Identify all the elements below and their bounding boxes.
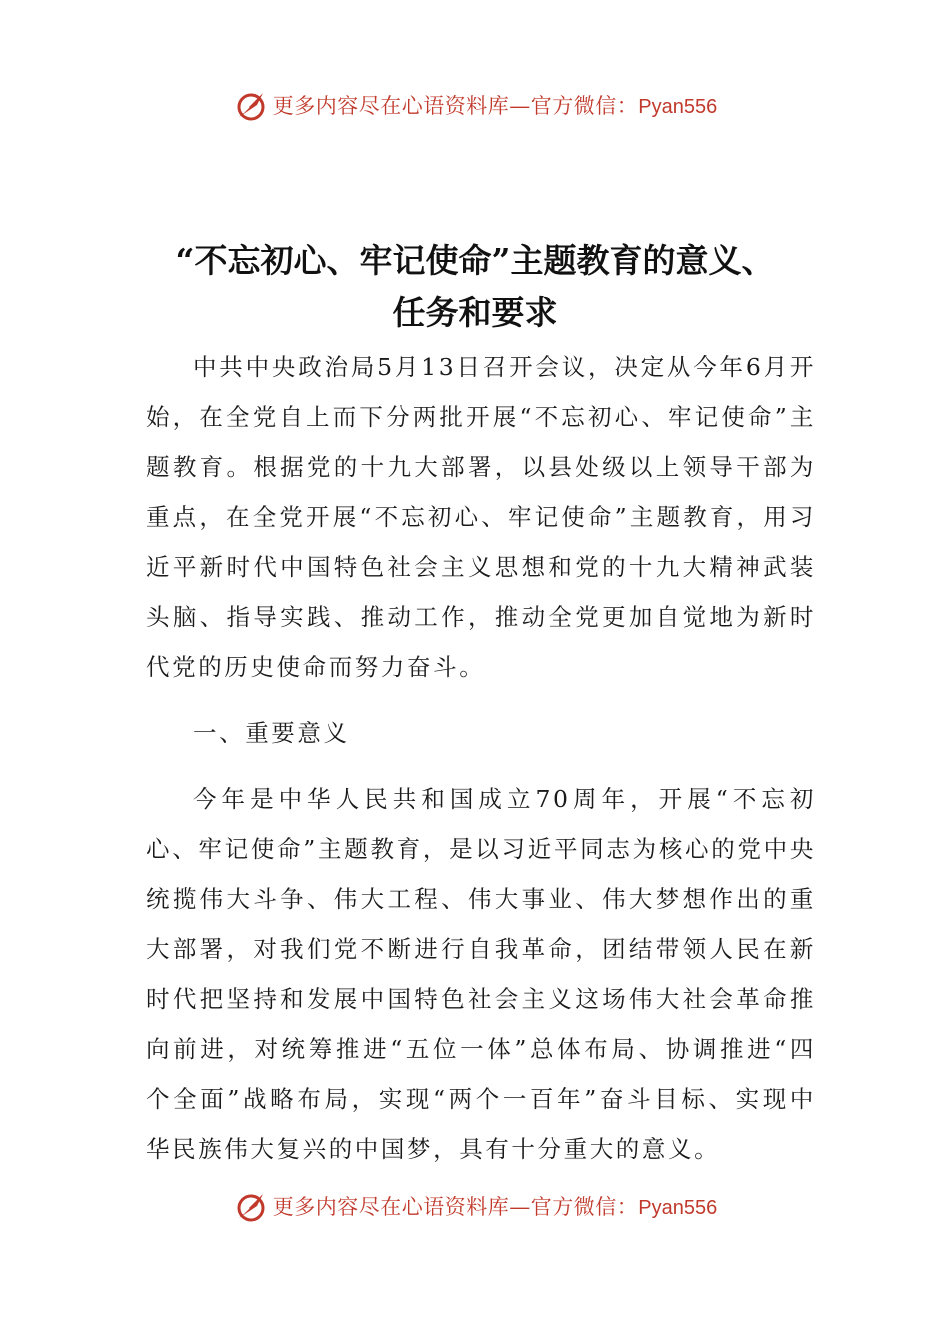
quill-logo-icon: [233, 87, 269, 123]
watermark-text: 更多内容尽在心语资料库—官方微信：Pyan556: [272, 1195, 718, 1219]
paragraph-intro: 中共中央政治局5月13日召开会议，决定从今年6月开始，在全党自上而下分两批开展“不忘初心、牢记使命”主题教育。根据党的十九大部署，以县处级以上领导干部为重点，在全党开展“不忘初心、牢记使命”主题教育，用习近平新时代中国特色社会主义思想和党的十九大精神武装头脑、指导实践、推动工作，推动全党更加自觉地为新时代党的历史使命而努力奋斗。: [146, 353, 816, 681]
paragraph-importance: 今年是中华人民共和国成立70周年，开展“不忘初心、牢记使命”主题教育，是以习近平同志为核心的党中央统揽伟大斗争、伟大工程、伟大事业、伟大梦想作出的重大部署，对我们党不断进行自我革命，团结带领人民在新时代把坚持和发展中国特色社会主义这场伟大社会革命推向前进，对统筹推进“五位一体”总体布局、协调推进“四个全面”战略布局，实现“两个一百年”奋斗目标、实现中华民族伟大复兴的中国梦，具有十分重大的意义。: [146, 785, 816, 1163]
watermark-text: 更多内容尽在心语资料库—官方微信：Pyan556: [272, 94, 718, 118]
wechat-id: Pyan556: [638, 1197, 718, 1219]
wechat-id: Pyan556: [638, 96, 718, 118]
quill-logo-icon: [233, 1188, 269, 1224]
document-title: [60, 235, 890, 339]
document-body: [146, 342, 816, 1174]
footer-watermark: [0, 1186, 950, 1226]
title-line-2: 任务和要求: [392, 293, 558, 332]
section-heading-importance: 一、重要意义: [193, 719, 350, 747]
title-line-1: “不忘初心、牢记使命”主题教育的意义、: [175, 241, 775, 280]
header-watermark: [0, 85, 950, 125]
